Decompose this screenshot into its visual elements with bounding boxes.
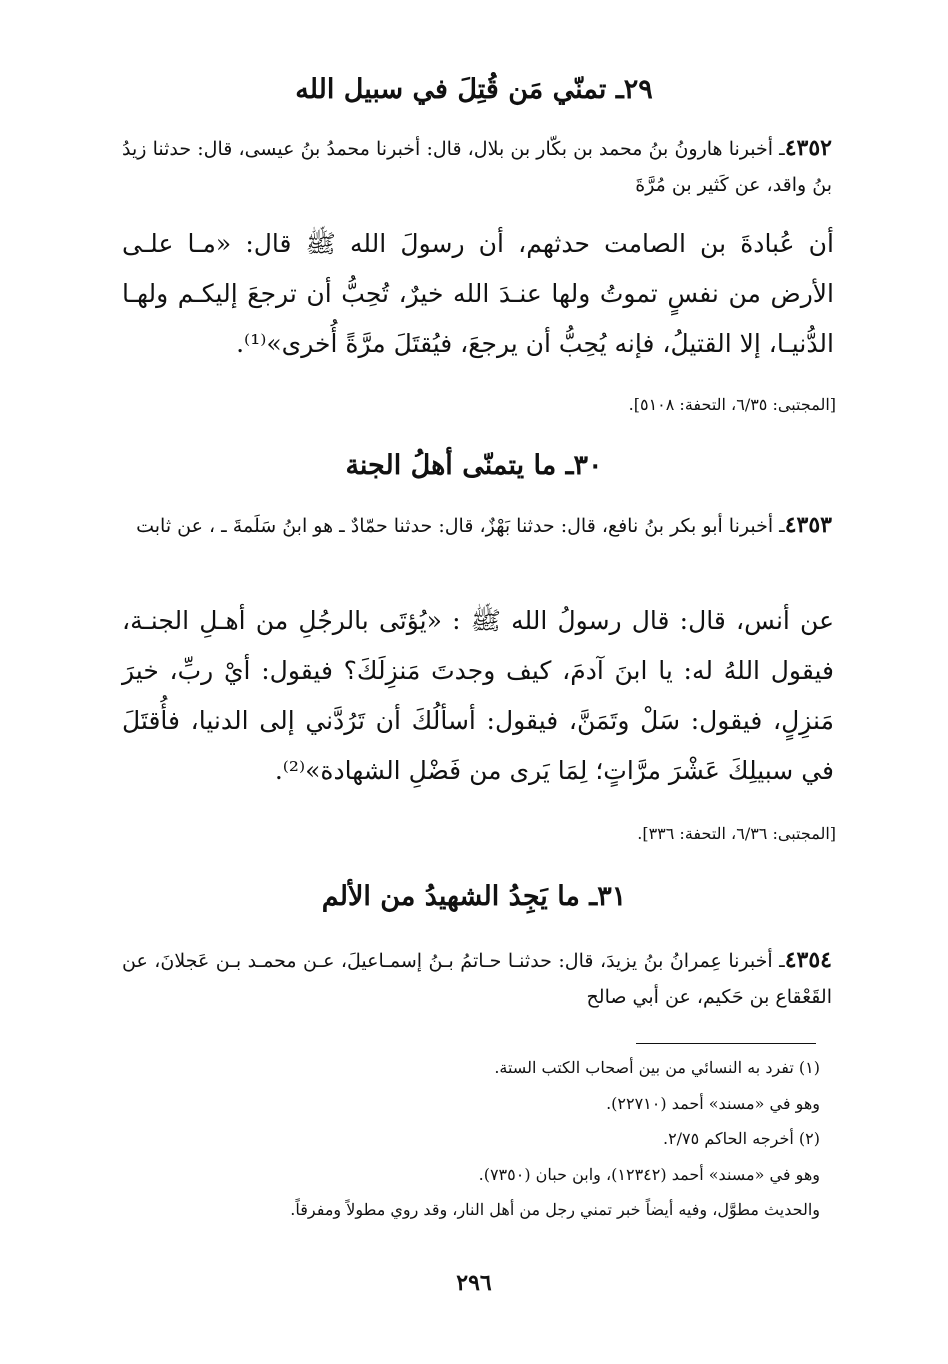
hadith-4352-text: أن عُبادةَ بن الصامت حدثهم، أن رسولَ الله ﷺ قال: «مـا علـى الأرض من نفسٍ تموتُ ولها عنـدَ الله خيرٌ، تُحِبُّ أن ترجعَ إليكـم ولهـا الدُّنيـا، إلا القتيلُ، فإنه يُحِبُّ أن يرجعَ، فيُقتَلَ مرَّةً أُخرى»⁽¹⁾.: [122, 229, 834, 358]
page-number: ٢٩٦: [456, 1270, 492, 1296]
isnad-text: ـ أخبرنا هارونُ بنُ محمد بن بكّار بن بلال، قال: أخبرنا محمدُ بنُ عيسى، قال: حدثنا زيدُ بنُ واقد، عن كَثير بن مُرَّةَ: [122, 138, 832, 196]
hadith-number: ٤٣٥٤: [784, 947, 832, 973]
footnote-line: (١) تفرد به النسائي من بين أصحاب الكتب الستة.: [494, 1058, 820, 1077]
footnote-line: وهو في «مسند» أحمد (١٢٣٤٢)، وابن حبان (٧٣٥٠).: [478, 1164, 820, 1184]
chapter-heading-29: ٢٩ـ تمنّي مَن قُتِلَ في سبيل الله: [295, 74, 653, 105]
chapter-heading-30: ٣٠ـ ما يتمنّى أهلُ الجنة: [345, 450, 603, 481]
hadith-4353-reference: [المجتبى: ٦/٣٦، التحفة: ٣٣٦].: [637, 824, 836, 843]
hadith-4352-reference: [المجتبى: ٦/٣٥، التحفة: ٥١٠٨].: [628, 395, 836, 414]
hadith-number: ٤٣٥٣: [784, 512, 832, 538]
footnote-line: وهو في «مسند» أحمد (٢٢٧١٠).: [606, 1093, 820, 1113]
hadith-4353-chain: [122, 507, 832, 544]
hadith-4352-chain: [122, 130, 832, 203]
hadith-number: ٤٣٥٢: [784, 135, 832, 161]
hadith-4354-chain: [122, 942, 832, 1015]
footnote-line: والحديث مطوَّل، وفيه أيضاً خبر تمني رجل من أهل النار، وقد روي مطولاً ومفرقاً.: [290, 1200, 820, 1219]
footnotes: [180, 1050, 820, 1228]
chapter-heading-31: ٣١ـ ما يَجِدُ الشهيدُ من الألم: [321, 881, 627, 912]
isnad-text: ـ أخبرنا عِمرانُ بنُ يزيدَ، قال: حدثنـا حـاتمُ بـنُ إسمـاعيلَ، عـن محمـد بـن عَجلانَ، عن القَعْقاع بن حَكيم، عن أبي صالح: [122, 950, 832, 1008]
isnad-text: ـ أخبرنا أبو بكر بنُ نافع، قال: حدثنا بَهْزٌ، قال: حدثنا حمّادٌ ـ هو ابنُ سَلَمةَ ـ ، عن ثابت: [136, 515, 785, 537]
footnote-line: (٢) أخرجه الحاكم ٢/٧٥.: [662, 1129, 820, 1148]
hadith-4353-text: عن أنس، قال: قال رسولُ الله ﷺ : «يُؤتَى بالرجُلِ من أهـلِ الجنـة، فيقول اللهُ له: يا ابنَ آدمَ، كيف وجدتَ مَنزِلَكَ؟ فيقول: أيْ ربِّ، خيرَ مَنزِلٍ، فيقول: سَلْ وتَمَنَّ، فيقول: أسألُكَ أن تَرُدَّني إلى الدنيا، فأُقتَلَ في سبيلِكَ عَشْرَ مرَّاتٍ؛ لِمَا يَرى من فَضْلِ الشهادة»⁽²⁾.: [122, 606, 834, 785]
footnote-separator: [636, 1043, 816, 1044]
